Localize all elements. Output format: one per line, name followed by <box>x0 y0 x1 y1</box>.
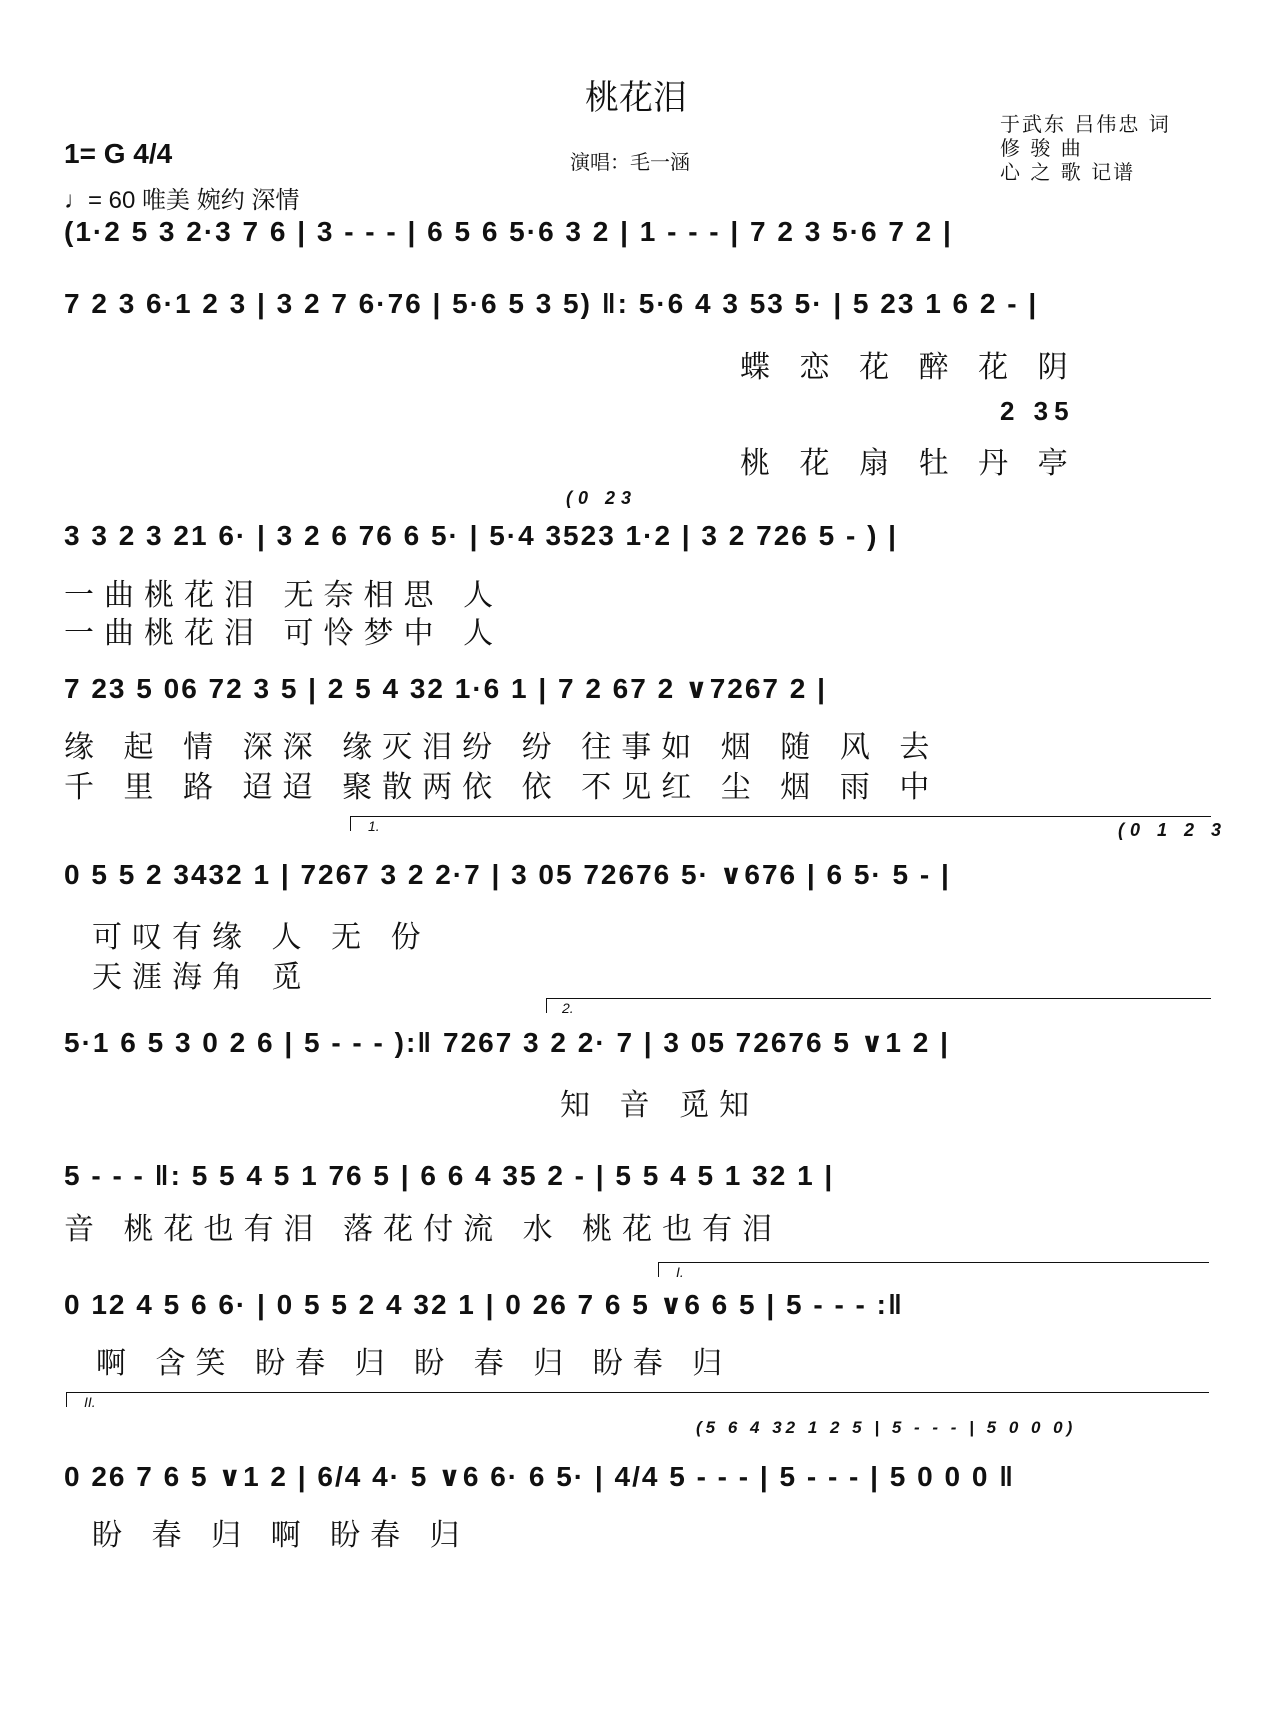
volta-bracket-I <box>658 1262 1209 1277</box>
lyrics-row-8: 啊 含笑 盼春 归 盼 春 归 盼春 归 <box>96 1346 733 1381</box>
lyrics-row-3-verse-2: 一曲桃花泪 可怜梦中 人 <box>64 616 504 651</box>
lyrics-row-9: 盼 春 归 啊 盼春 归 <box>92 1518 470 1553</box>
lyrics-row-5-verse-1: 可叹有缘 人 无 份 <box>92 920 431 955</box>
score-row-4: 7 23 5 06 72 3 5 | 2 5 4 32 1·6 1 | 7 2 67 2 ∨7267 2 | <box>64 673 827 704</box>
key-signature: 1= G 4/4 <box>64 138 173 169</box>
singer-credit: 演唱：毛一涵 <box>570 152 690 174</box>
score-row-3: 3 3 2 3 21 6· | 3 2 6 76 6 5· | 5·4 3523 1·2 | 3 2 726 5 - ) | <box>64 520 899 551</box>
score-row-8: 0 12 4 5 6 6· | 0 5 5 2 4 32 1 | 0 26 7 6 5 ∨6 6 5 | 5 - - - :‖ <box>64 1289 904 1320</box>
score-row-2: 7 2 3 6·1 2 3 | 3 2 7 6·76 | 5·6 5 3 5) ‖: 5·6 4 3 53 5· | 5 23 1 6 2 - | <box>64 288 1039 319</box>
lyrics-row-5-verse-2: 天涯海角 觅 <box>92 960 312 995</box>
song-title: 桃花泪 <box>585 79 687 117</box>
score-row-1: (1·2 5 3 2·3 7 6 | 3 - - - | 6 5 6 5·6 3 2 | 1 - - - | 7 2 3 5·6 7 2 | <box>64 216 953 247</box>
score-row-7: 5 - - - ‖: 5 5 4 5 1 76 5 | 6 6 4 35 2 - | 5 5 4 5 1 32 1 | <box>64 1160 835 1191</box>
score-row-6: 5·1 6 5 3 0 2 6 | 5 - - - ):‖ 7267 3 2 2· 7 | 3 05 72676 5 ∨1 2 | <box>64 1027 950 1058</box>
volta-bracket-1 <box>350 816 1211 831</box>
alt-notes-row-2: 2 35 <box>1000 396 1075 426</box>
lyrics-row-4-verse-2: 千 里 路 迢迢 聚散两依 依 不见红 尘 烟 雨 中 <box>64 770 940 805</box>
transcriber-credit: 心 之 歌 记谱 <box>1000 160 1136 184</box>
lyrics-row-6: 知 音 觅知 <box>560 1088 760 1123</box>
lyricist-credit: 于武东 吕伟忠 词 <box>1000 112 1171 136</box>
lyrics-row-3-verse-1: 一曲桃花泪 无奈相思 人 <box>64 578 504 613</box>
lyrics-row-7: 音 桃花也有泪 落花付流 水 桃花也有泪 <box>64 1212 783 1247</box>
score-row-5: 0 5 5 2 3432 1 | 7267 3 2 2·7 | 3 05 72676 5· ∨676 | 6 5· 5 - | <box>64 859 951 890</box>
lyrics-row-2-verse-1: 蝶 恋 花 醉 花 阴 <box>740 350 1078 385</box>
lyrics-row-4-verse-1: 缘 起 情 深深 缘灭泪纷 纷 往事如 烟 随 风 去 <box>64 730 940 765</box>
volta-label-II: II. <box>84 1394 96 1410</box>
volta-label-I: I. <box>676 1264 684 1280</box>
grace-notes-row-5: (0 1 2 3 <box>1118 820 1228 840</box>
score-row-9: 0 26 7 6 5 ∨1 2 | 6/4 4· 5 ∨6 6· 6 5· | 4/4 5 - - - | 5 - - - | 5 0 0 0 ‖ <box>64 1461 1016 1492</box>
volta-label-1: 1. <box>368 818 380 834</box>
tempo-marking: ♩= 60 唯美 婉约 深情 <box>64 187 300 214</box>
coda-notes-row-9: (5 6 4 32 1 2 5 | 5 - - - | 5 0 0 0) <box>696 1418 1077 1437</box>
lyrics-row-2-verse-2: 桃 花 扇 牡 丹 亭 <box>740 446 1078 481</box>
grace-notes-row-3: (0 23 <box>566 488 638 508</box>
volta-bracket-II <box>66 1392 1209 1407</box>
volta-bracket-2 <box>546 998 1211 1013</box>
volta-label-2: 2. <box>562 1000 574 1016</box>
composer-credit: 修 骏 曲 <box>1000 136 1083 160</box>
